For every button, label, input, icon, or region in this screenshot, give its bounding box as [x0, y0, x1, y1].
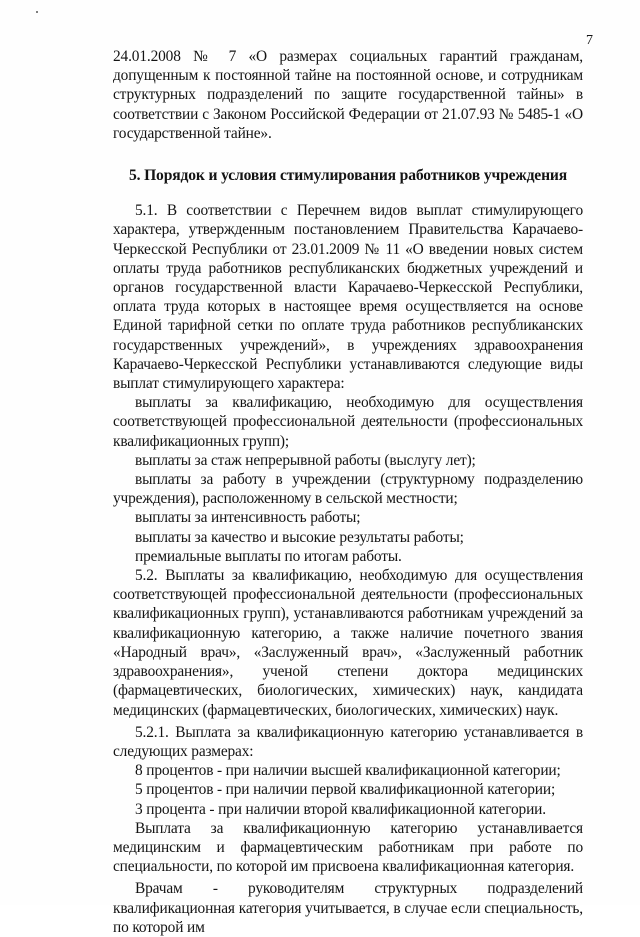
paragraph-5-2-1: 5.2.1. Выплата за квалификационную категорию устанавливается в следующих размерах: — [113, 723, 583, 760]
scan-speck — [36, 11, 38, 13]
paragraph-heads: Врачам - руководителям структурных подразделений квалификационная категория учитывается, в случае если специальность, по которой им — [113, 880, 583, 936]
paragraph-category-rule: Выплата за квалификационную категорию устанавливается медицинским и фармацевтическим работникам при работе по специальности, по которой им присвоена квалификационная категория. — [113, 819, 583, 876]
document-body — [113, 47, 583, 937]
page-number: 7 — [586, 33, 593, 48]
list-item: 8 процентов - при наличии высшей квалификационной категории; — [135, 762, 561, 780]
list-item: премиальные выплаты по итогам работы. — [135, 547, 402, 565]
paragraph-5-2: 5.2. Выплаты за квалификацию, необходимую для осуществления соответствующей профессиональной деятельности (профессиональных квалификационных групп), устанавливаются работникам учреждений за квалификационную категорию, а также наличие почетного звания «Народный врач», «Заслуженный врач», «Заслуженный работник здравоохранения», ученой степени доктора медицинских (фармацевтических, биологических, химических) наук, кандидата медицинских (фармацевтических, биологических, химических) наук. — [113, 567, 583, 719]
list-item: выплаты за работу в учреждении (структурному подразделению учреждения), расположенному в сельской местности; — [113, 471, 583, 508]
list-item: выплаты за квалификацию, необходимую для осуществления соответствующей профессиональной деятельности (профессиональных квалификационных групп); — [113, 394, 583, 450]
list-item: 3 процента - при наличии второй квалификационной категории. — [135, 800, 546, 818]
list-item: выплаты за интенсивность работы; — [135, 509, 361, 527]
list-item: выплаты за качество и высокие результаты работы; — [135, 528, 464, 546]
section-heading: 5. Порядок и условия стимулирования работников учреждения — [128, 167, 568, 185]
list-item: выплаты за стаж непрерывной работы (выслугу лет); — [135, 451, 476, 469]
paragraph-intro: 24.01.2008 № 7 «О размерах социальных гарантий гражданам, допущенным к постоянной тайне на постоянной основе, и сотрудникам структурных подразделений по защите государственной тайны» в соответствии с Законом Российской Федерации от 21.07.93 № 5485-1 «О государственной тайне». — [113, 48, 583, 142]
list-item: 5 процентов - при наличии первой квалификационной категории; — [135, 781, 556, 799]
paragraph-5-1: 5.1. В соответствии с Перечнем видов выплат стимулирующего характера, утвержденным постановлением Правительства Карачаево-Черкесской Республики от 23.01.2009 № 11 «О введении новых систем оплаты труда работников республиканских бюджетных учреждений и органов государственной власти Карачаево-Черкесской Республики, оплата труда которых в настоящее время осуществляется на основе Единой тарифной сетки по оплате труда работников республиканских государственных учреждений», в учреждениях здравоохранения Карачаево-Черкесской Республики устанавливаются следующие виды выплат стимулирующего характера: — [113, 202, 583, 393]
